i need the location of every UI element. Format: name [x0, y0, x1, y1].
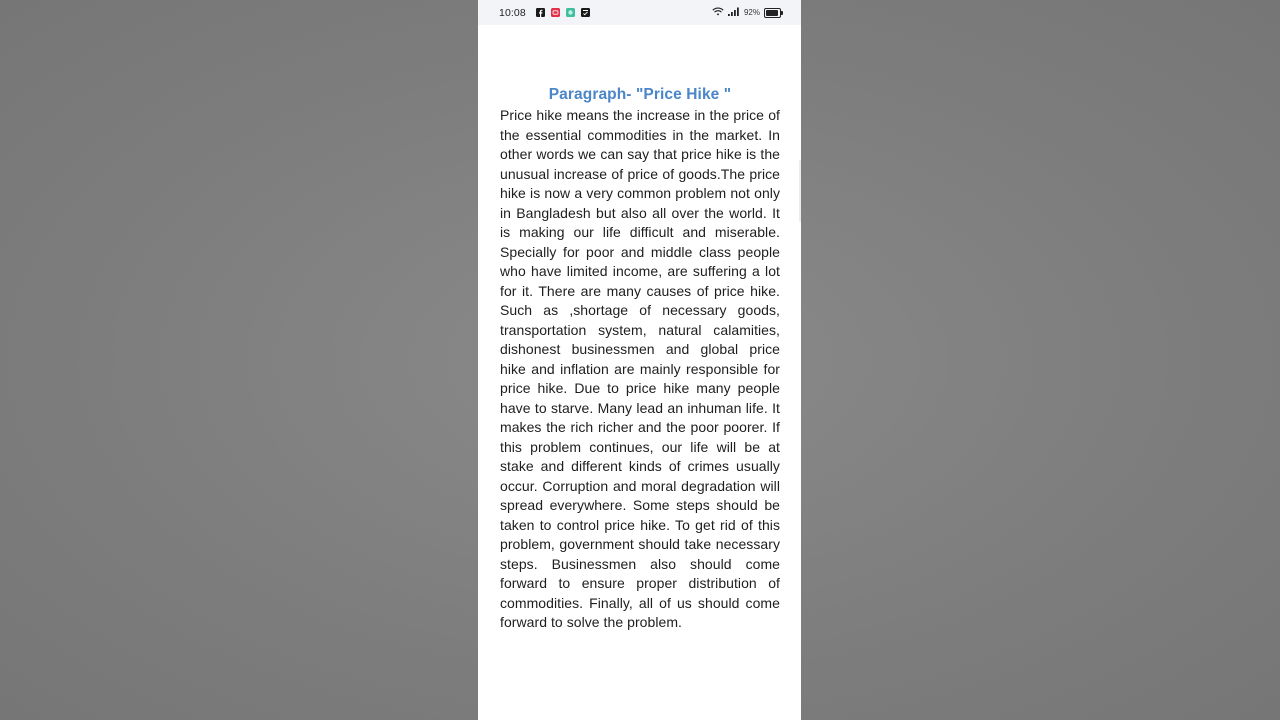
status-right [712, 0, 781, 25]
document-paragraph: Price hike means the increase in the price of the essential commodities in the market. In other words we can say that price hike is the unusual increase of price of goods.The price hike is now a very common problem not only in Bangladesh but also all over the world. It is making our life difficult and miserable. Specially for poor and middle class people who have limited income, are suffering a lot for it. There are many causes of price hike. Such as ,shortage of necessary goods, transportation system, natural calamities, dishonest businessmen and global price hike and inflation are mainly responsible for price hike. Due to price hike many people have to starve. Many lead an inhuman life. It makes the rich richer and the poor poorer. If this problem continues, our life will be at stake and different kinds of crimes usually occur. Corruption and moral degradation will spread everywhere. Some steps should be taken to control price hike. To get rid of this problem, government should take necessary steps. Businessmen also should come forward to ensure proper distribution of commodities. Finally, all of us should come forward to solve the problem. [500, 107, 780, 630]
status-bar [478, 0, 801, 25]
message-icon [566, 8, 575, 17]
phone-screen [478, 0, 801, 720]
battery-icon [764, 8, 781, 18]
notes-icon [581, 8, 590, 17]
youtube-icon [551, 8, 560, 17]
facebook-icon [536, 8, 545, 17]
clock: 10:08 [499, 6, 526, 19]
wifi-icon [712, 7, 724, 19]
status-left [499, 0, 596, 25]
document-content [500, 84, 780, 633]
scrollbar[interactable] [799, 160, 801, 222]
document-title: Paragraph- "Price Hike " [548, 86, 732, 103]
signal-icon [728, 7, 740, 19]
battery-percent: 92% [743, 8, 760, 17]
